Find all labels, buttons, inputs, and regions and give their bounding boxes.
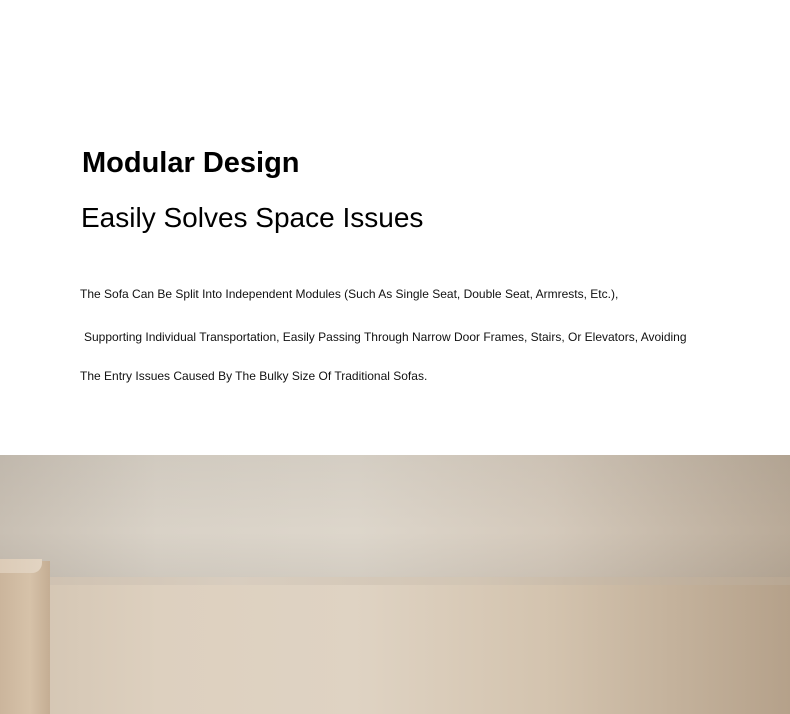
- description-line-1: The Sofa Can Be Split Into Independent Modules (Such As Single Seat, Double Seat, Armrests, Etc.),: [80, 287, 619, 301]
- wall: [0, 585, 790, 714]
- feature-subtitle: Easily Solves Space Issues: [81, 202, 424, 233]
- wall-pillar: [0, 561, 50, 714]
- crown-molding: [0, 577, 790, 585]
- description-line-2: Supporting Individual Transportation, Easily Passing Through Narrow Door Frames, Stairs, Or Elevators, Avoiding: [84, 330, 687, 344]
- pillar-cap: [0, 559, 42, 573]
- room-interior-photo: [0, 455, 790, 714]
- feature-title: Modular Design: [82, 147, 300, 179]
- ceiling-shadow: [0, 455, 790, 583]
- description-line-3: The Entry Issues Caused By The Bulky Size Of Traditional Sofas.: [80, 369, 428, 383]
